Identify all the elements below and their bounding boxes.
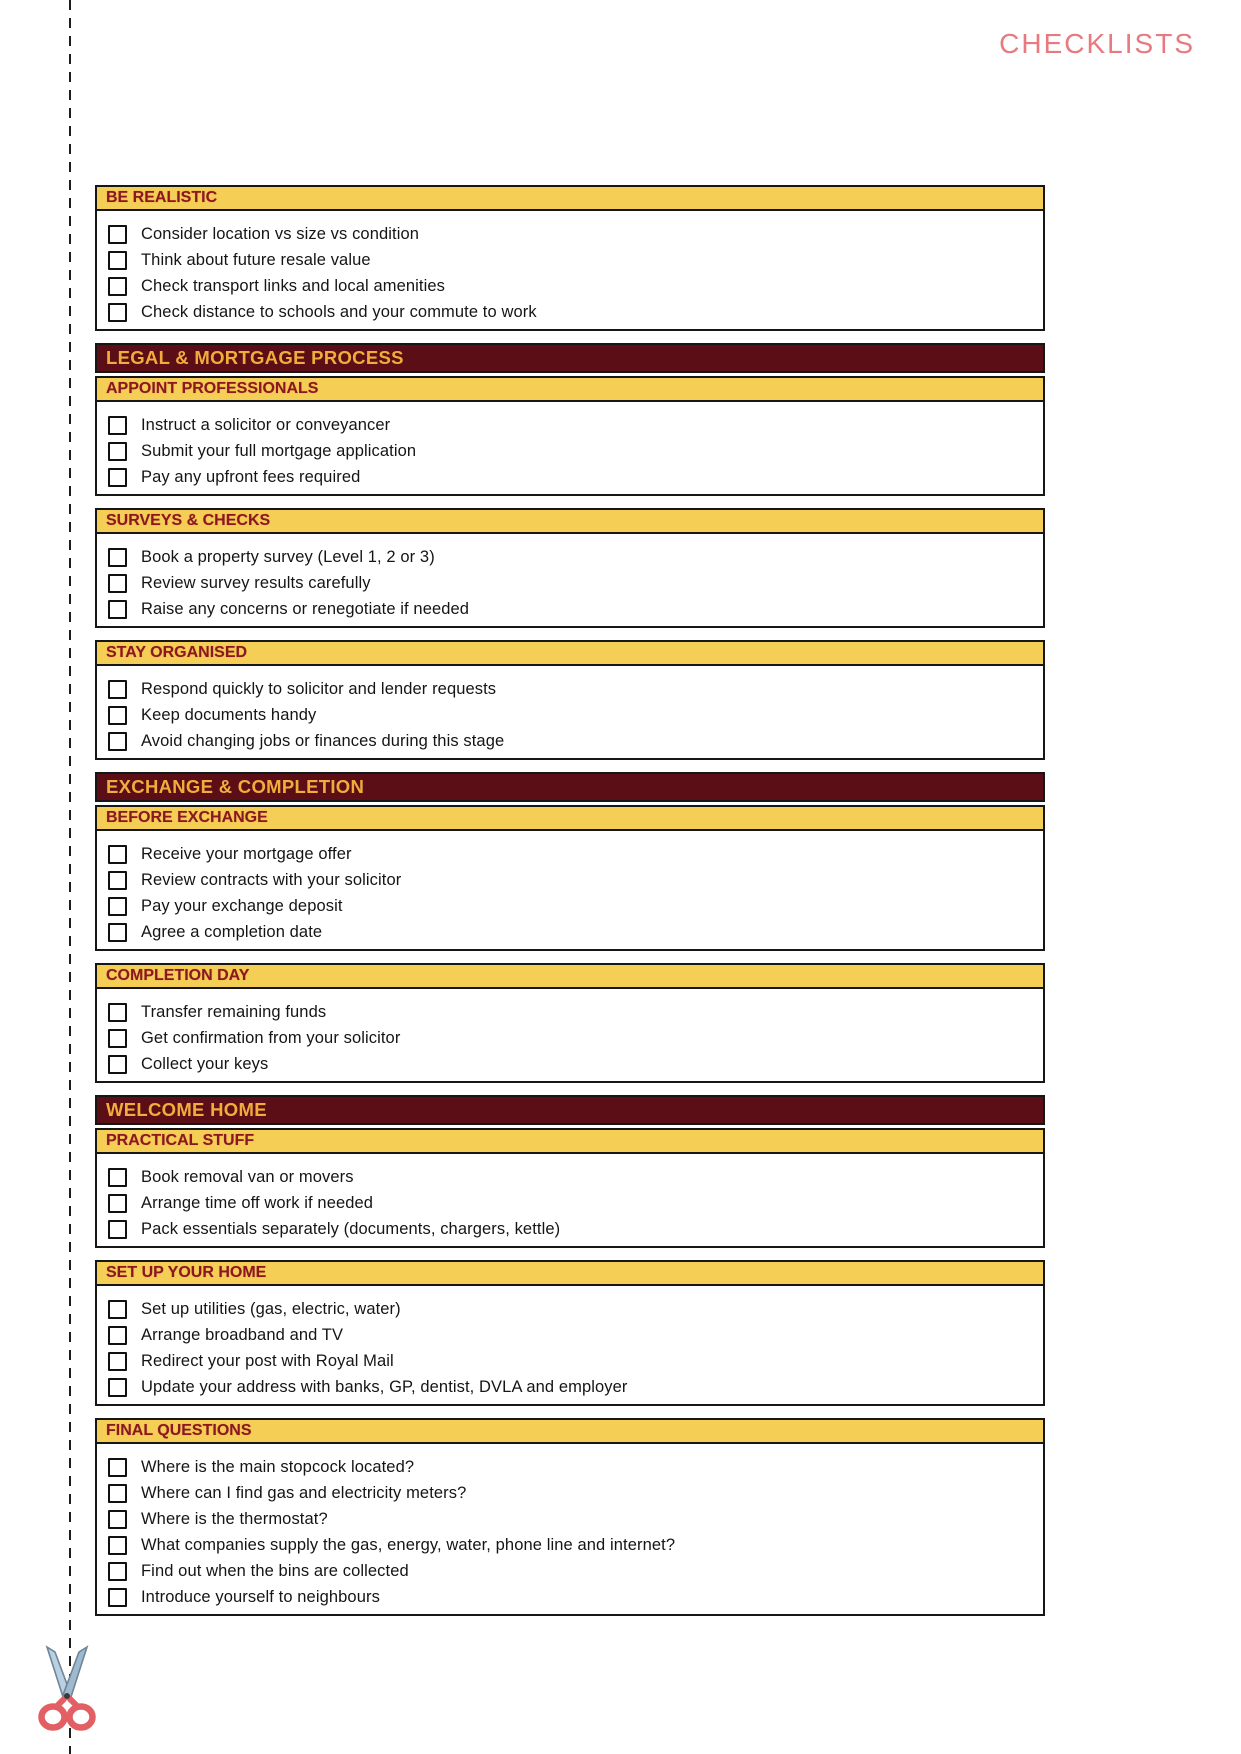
checklist-item-label: Submit your full mortgage application xyxy=(141,441,417,460)
checklist-item-label: Check transport links and local amenities xyxy=(141,276,445,295)
checklist-item xyxy=(97,1051,1043,1077)
checklist-item xyxy=(97,247,1043,273)
checklist-item-label: Get confirmation from your solicitor xyxy=(141,1028,401,1047)
checklist-item xyxy=(97,1584,1043,1610)
checklist-item-label: Update your address with banks, GP, dentist, DVLA and employer xyxy=(141,1377,628,1396)
checklist-item-label: Keep documents handy xyxy=(141,705,317,724)
checklist-items-box xyxy=(95,211,1045,331)
checkbox[interactable] xyxy=(108,1194,127,1213)
checklist-item xyxy=(97,1374,1043,1400)
checkbox[interactable] xyxy=(108,1458,127,1477)
checklist-item xyxy=(97,299,1043,325)
checklist-item-label: Review survey results carefully xyxy=(141,573,371,592)
checklist-item xyxy=(97,893,1043,919)
checklist-item-label: Pack essentials separately (documents, chargers, kettle) xyxy=(141,1219,561,1238)
checklist-item xyxy=(97,841,1043,867)
checkbox[interactable] xyxy=(108,1588,127,1607)
checklist-item-label: Redirect your post with Royal Mail xyxy=(141,1351,394,1370)
checklist-item-label: Pay any upfront fees required xyxy=(141,467,361,486)
checklist-item-label: Receive your mortgage offer xyxy=(141,844,352,863)
subsection-header: BEFORE EXCHANGE xyxy=(95,805,1045,831)
checklist-item xyxy=(97,1322,1043,1348)
checklist-item xyxy=(97,676,1043,702)
checklist-item-label: Check distance to schools and your commute to work xyxy=(141,302,537,321)
checkbox[interactable] xyxy=(108,1220,127,1239)
checklist-item xyxy=(97,1296,1043,1322)
section-header: LEGAL & MORTGAGE PROCESS xyxy=(95,343,1045,373)
checklist-item xyxy=(97,867,1043,893)
checklist-item-label: Raise any concerns or renegotiate if needed xyxy=(141,599,470,618)
checkbox[interactable] xyxy=(108,1378,127,1397)
checkbox[interactable] xyxy=(108,1484,127,1503)
checkbox[interactable] xyxy=(108,897,127,916)
checklist-item-label: Where is the thermostat? xyxy=(141,1509,328,1528)
checklist-item-label: Arrange time off work if needed xyxy=(141,1193,374,1212)
checkbox[interactable] xyxy=(108,442,127,461)
subsection-header: BE REALISTIC xyxy=(95,185,1045,211)
checkbox[interactable] xyxy=(108,574,127,593)
checklist-item-label: Review contracts with your solicitor xyxy=(141,870,402,889)
checklist-item-label: Pay your exchange deposit xyxy=(141,896,343,915)
checklist-item-label: Book a property survey (Level 1, 2 or 3) xyxy=(141,547,435,566)
section-header: WELCOME HOME xyxy=(95,1095,1045,1125)
checklist-item xyxy=(97,1348,1043,1374)
checklist-item-label: Think about future resale value xyxy=(141,250,371,269)
checklist-item-label: Respond quickly to solicitor and lender requests xyxy=(141,679,497,698)
checkbox[interactable] xyxy=(108,1536,127,1555)
checkbox[interactable] xyxy=(108,548,127,567)
scissors-icon xyxy=(30,1643,104,1735)
checklist-item-label: Where can I find gas and electricity meters? xyxy=(141,1483,467,1502)
checklist-item-label: Book removal van or movers xyxy=(141,1167,354,1186)
checklist-item xyxy=(97,1506,1043,1532)
checkbox[interactable] xyxy=(108,225,127,244)
checklist-item-label: Collect your keys xyxy=(141,1054,269,1073)
checkbox[interactable] xyxy=(108,706,127,725)
checkbox[interactable] xyxy=(108,303,127,322)
checklist-item xyxy=(97,1532,1043,1558)
checklist-item-label: Introduce yourself to neighbours xyxy=(141,1587,380,1606)
checklist-item xyxy=(97,1480,1043,1506)
checklist-item-label: Arrange broadband and TV xyxy=(141,1325,344,1344)
checkbox[interactable] xyxy=(108,732,127,751)
checklist-item-label: Agree a completion date xyxy=(141,922,323,941)
checklist-item-label: Where is the main stopcock located? xyxy=(141,1457,415,1476)
checklist-item xyxy=(97,919,1043,945)
checkbox[interactable] xyxy=(108,1168,127,1187)
checklist-item-label: Set up utilities (gas, electric, water) xyxy=(141,1299,401,1318)
checklist-item xyxy=(97,999,1043,1025)
checkbox[interactable] xyxy=(108,1055,127,1074)
checklist-items-box xyxy=(95,1444,1045,1616)
checkbox[interactable] xyxy=(108,468,127,487)
checkbox[interactable] xyxy=(108,1352,127,1371)
subsection-header: APPOINT PROFESSIONALS xyxy=(95,376,1045,402)
checklist-item-label: What companies supply the gas, energy, water, phone line and internet? xyxy=(141,1535,676,1554)
checkbox[interactable] xyxy=(108,1029,127,1048)
checklist-item xyxy=(97,544,1043,570)
checklist-item xyxy=(97,1025,1043,1051)
checklist-item xyxy=(97,1216,1043,1242)
checklist-item xyxy=(97,570,1043,596)
checklist-item xyxy=(97,464,1043,490)
checklist-items-box xyxy=(95,1154,1045,1248)
checklist-item-label: Instruct a solicitor or conveyancer xyxy=(141,415,391,434)
checkbox[interactable] xyxy=(108,680,127,699)
checkbox[interactable] xyxy=(108,600,127,619)
checklist-items-box xyxy=(95,534,1045,628)
checklist-item xyxy=(97,728,1043,754)
subsection-header: SET UP YOUR HOME xyxy=(95,1260,1045,1286)
checklist-table xyxy=(95,185,1045,1616)
checklist-item xyxy=(97,412,1043,438)
checkbox[interactable] xyxy=(108,277,127,296)
checkbox[interactable] xyxy=(108,1562,127,1581)
subsection-header: FINAL QUESTIONS xyxy=(95,1418,1045,1444)
checklist-item xyxy=(97,1558,1043,1584)
subsection-header: PRACTICAL STUFF xyxy=(95,1128,1045,1154)
checkbox[interactable] xyxy=(108,1326,127,1345)
checklist-item-label: Transfer remaining funds xyxy=(141,1002,327,1021)
checkbox[interactable] xyxy=(108,1003,127,1022)
cut-line xyxy=(69,0,71,1754)
checklist-item xyxy=(97,438,1043,464)
checklist-items-box xyxy=(95,989,1045,1083)
subsection-header: SURVEYS & CHECKS xyxy=(95,508,1045,534)
checklist-item xyxy=(97,1190,1043,1216)
checkbox[interactable] xyxy=(108,845,127,864)
checkbox[interactable] xyxy=(108,871,127,890)
checklist-item xyxy=(97,702,1043,728)
checklist-item xyxy=(97,273,1043,299)
checklist-item xyxy=(97,1454,1043,1480)
subsection-header: COMPLETION DAY xyxy=(95,963,1045,989)
checkbox[interactable] xyxy=(108,251,127,270)
checklist-item-label: Avoid changing jobs or finances during this stage xyxy=(141,731,505,750)
page-title: CHECKLISTS xyxy=(999,28,1195,59)
checkbox[interactable] xyxy=(108,923,127,942)
checkbox[interactable] xyxy=(108,1510,127,1529)
checklist-items-box xyxy=(95,666,1045,760)
checkbox[interactable] xyxy=(108,1300,127,1319)
checklist-item xyxy=(97,1164,1043,1190)
checklist-item xyxy=(97,596,1043,622)
checklist-items-box xyxy=(95,831,1045,951)
checkbox[interactable] xyxy=(108,416,127,435)
checklist-items-box xyxy=(95,402,1045,496)
checklist-items-box xyxy=(95,1286,1045,1406)
subsection-header: STAY ORGANISED xyxy=(95,640,1045,666)
checklist-item xyxy=(97,221,1043,247)
section-header: EXCHANGE & COMPLETION xyxy=(95,772,1045,802)
checklist-item-label: Find out when the bins are collected xyxy=(141,1561,409,1580)
checklist-item-label: Consider location vs size vs condition xyxy=(141,224,420,243)
